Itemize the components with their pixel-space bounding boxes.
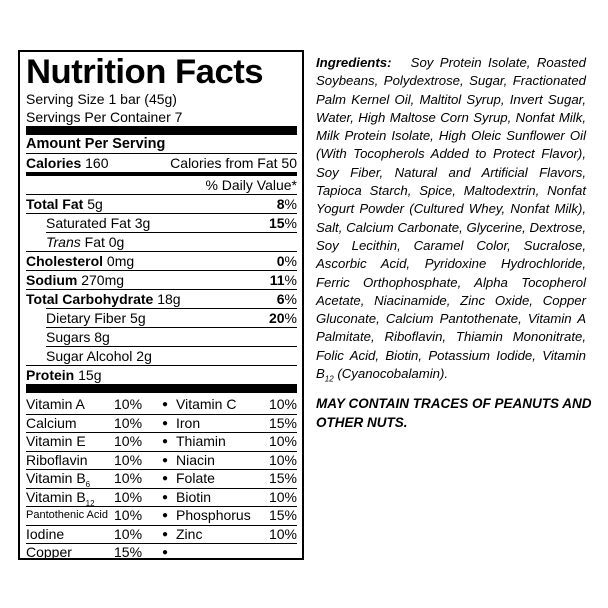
vitamin-table bbox=[26, 396, 297, 562]
bullet-icon: ● bbox=[161, 473, 169, 484]
nutrient-row: Sodium 270mg 11% bbox=[26, 272, 297, 288]
nutrition-facts-panel bbox=[18, 50, 304, 560]
bullet-icon: ● bbox=[161, 399, 169, 410]
vitamin-value: 10% bbox=[268, 433, 297, 449]
vitamin-value: 15% bbox=[268, 470, 297, 486]
vitamin-value: 10% bbox=[268, 488, 297, 505]
vitamin-row bbox=[26, 489, 297, 507]
vitamin-row bbox=[26, 396, 297, 414]
vitamin-value: 10% bbox=[114, 470, 143, 486]
vitamin-name: Pantothenic Acid bbox=[26, 509, 108, 521]
vitamin-value: 10% bbox=[114, 507, 143, 523]
bullet-icon: ● bbox=[161, 510, 169, 521]
vitamin-value: 10% bbox=[114, 414, 143, 431]
calories-label: Calories bbox=[26, 155, 82, 171]
calories-row bbox=[26, 154, 297, 172]
vitamin-name: Riboflavin bbox=[26, 451, 88, 468]
vitamin-name: Vitamin $B_{12}$ bbox=[26, 488, 95, 508]
serving-size: Serving Size 1 bar (45g) bbox=[26, 91, 177, 107]
nutrient-row: Sugar Alcohol 2g bbox=[46, 348, 152, 364]
vitamin-name: Vitamin E bbox=[26, 433, 86, 449]
panel-title: Nutrition Facts bbox=[26, 53, 264, 91]
vitamin-name: Vitamin A bbox=[26, 396, 85, 412]
vitamin-row bbox=[26, 452, 297, 470]
nutrient-row: Total Carbohydrate 18g 6% bbox=[26, 291, 297, 307]
nutrient-row: Sugars 8g bbox=[46, 329, 110, 345]
nutrient-row: Total Fat 5g 8% bbox=[26, 196, 297, 212]
bullet-icon: ● bbox=[161, 491, 169, 503]
nutrient-row: Saturated Fat 3g 15% bbox=[46, 215, 297, 231]
bullet-icon: ● bbox=[161, 417, 169, 429]
vitamin-name: Niacin bbox=[176, 451, 215, 468]
vitamin-row bbox=[26, 415, 297, 433]
vitamin-value: 10% bbox=[268, 451, 297, 468]
vitamin-name: Zinc bbox=[176, 525, 203, 542]
vitamin-row bbox=[26, 433, 297, 451]
nutrient-row: Cholesterol 0mg 0% bbox=[26, 253, 297, 269]
vitamin-name: Thiamin bbox=[176, 433, 226, 449]
servings-per-container: Servings Per Container 7 bbox=[26, 109, 183, 125]
vitamin-row bbox=[26, 544, 297, 562]
calories-from-fat: Calories from Fat 50 bbox=[170, 155, 297, 171]
bullet-icon: ● bbox=[161, 454, 169, 466]
vitamin-name: Calcium bbox=[26, 414, 77, 431]
nutrient-row: Protein 15g bbox=[26, 367, 102, 383]
thick-divider bbox=[26, 126, 297, 135]
vitamin-name: Vitamin C bbox=[176, 396, 237, 412]
vitamin-name: Iron bbox=[176, 414, 201, 431]
vitamin-value: 10% bbox=[268, 525, 297, 542]
ingredients-list: Soy Protein Isolate, Roasted Soybeans, Polydextrose, Sugar, Fractionated Palm Kernel Oil, Maltitol Syrup, Invert Sugar, Water, High Maltose Corn Syrup, Nonfat Milk, Milk Protein Isolate, High Oleic Sunflower Oil (With Tocopherols Added to Protect Flavor), Soy Fiber, Natural and Artificial Flavors, Tapioca Starch, Spice, Maltodextrin, Nonfat Yogurt Powder (Cultured Whey, Nonfat Milk), Salt, Calcium Carbonate, Glycerine, Dextrose, Soy Lecithin, Caramel Color, Sucralose, Ascorbic Acid, Pyridoxine Hydrochloride, Ferric Orthophosphate, Alpha Tocopherol Acetate, Niacinamide, Zinc Oxide, Copper Gluconate, Calcium Pantothenate, Vitamin A Palmitate, Riboflavin, Thiamin Mononitrate, Folic Acid, Biotin, Potassium Iodide, Vitamin B bbox=[316, 55, 586, 382]
vitamin-row bbox=[26, 507, 297, 525]
vitamin-value: 10% bbox=[114, 396, 143, 412]
vitamin-name: Vitamin $B_6$ bbox=[26, 470, 91, 489]
vitamin-name: Iodine bbox=[26, 525, 65, 542]
nutrient-row: Trans Fat 0g bbox=[46, 234, 125, 250]
vitamin-value: 10% bbox=[268, 396, 297, 412]
bullet-icon: ● bbox=[161, 547, 169, 558]
vitamin-value: 10% bbox=[114, 525, 143, 542]
vitamin-value: 10% bbox=[114, 488, 143, 505]
ingredients-text-block: Ingredients: Soy Protein Isolate, Roasted Soybeans, Polydextrose, Sugar, Fractionated Palm Kernel Oil, Maltitol Syrup, Invert Sugar, Water, High Maltose Corn Syrup, Nonfat Milk, Milk Protein Isolate, High Oleic Sunflower Oil (With Tocopherols Added to Protect Flavor), Soy Fiber, Natural and Artificial Flavors, Tapioca Starch, Spice, Maltodextrin, Nonfat Yogurt Powder (Cultured Whey, Nonfat Milk), Salt, Calcium Carbonate, Glycerine, Dextrose, Soy Lecithin, Caramel Color, Sucralose, Ascorbic Acid, Pyridoxine Hydrochloride, Ferric Orthophosphate, Alpha Tocopherol Acetate, Niacinamide, Zinc Oxide, Copper Gluconate, Calcium Pantothenate, Vitamin A Palmitate, Riboflavin, Thiamin Mononitrate, Folic Acid, Biotin, Potassium Iodide, Vitamin $B_{12}$ (Cyanocobalamin). bbox=[316, 55, 586, 384]
bullet-icon: ● bbox=[161, 528, 169, 540]
vitamin-row bbox=[26, 526, 297, 544]
vitamin-name: Biotin bbox=[176, 488, 212, 505]
vitamin-name: Phosphorus bbox=[176, 507, 251, 523]
vitamin-name: Copper bbox=[26, 544, 72, 560]
vitamin-value: 10% bbox=[114, 433, 143, 449]
vitamin-value: 15% bbox=[114, 544, 143, 560]
vitamin-value: 15% bbox=[268, 414, 297, 431]
ingredients-label: Ingredients: bbox=[316, 55, 392, 70]
vitamin-name bbox=[176, 544, 266, 562]
vitamin-row bbox=[26, 470, 297, 488]
vitamin-value bbox=[266, 544, 297, 562]
bullet-icon: ● bbox=[161, 436, 169, 447]
calories-value: 160 bbox=[85, 155, 109, 171]
vitamin-value: 15% bbox=[268, 507, 297, 523]
nutrient-row: Dietary Fiber 5g 20% bbox=[46, 310, 297, 326]
amount-per-serving: Amount Per Serving bbox=[26, 136, 166, 152]
daily-value-header: % Daily Value* bbox=[205, 177, 297, 193]
vitamin-name: Folate bbox=[176, 470, 215, 486]
vitamin-value: 10% bbox=[114, 451, 143, 468]
allergen-warning: MAY CONTAIN TRACES OF PEANUTS AND OTHER NUTS. bbox=[316, 396, 592, 430]
